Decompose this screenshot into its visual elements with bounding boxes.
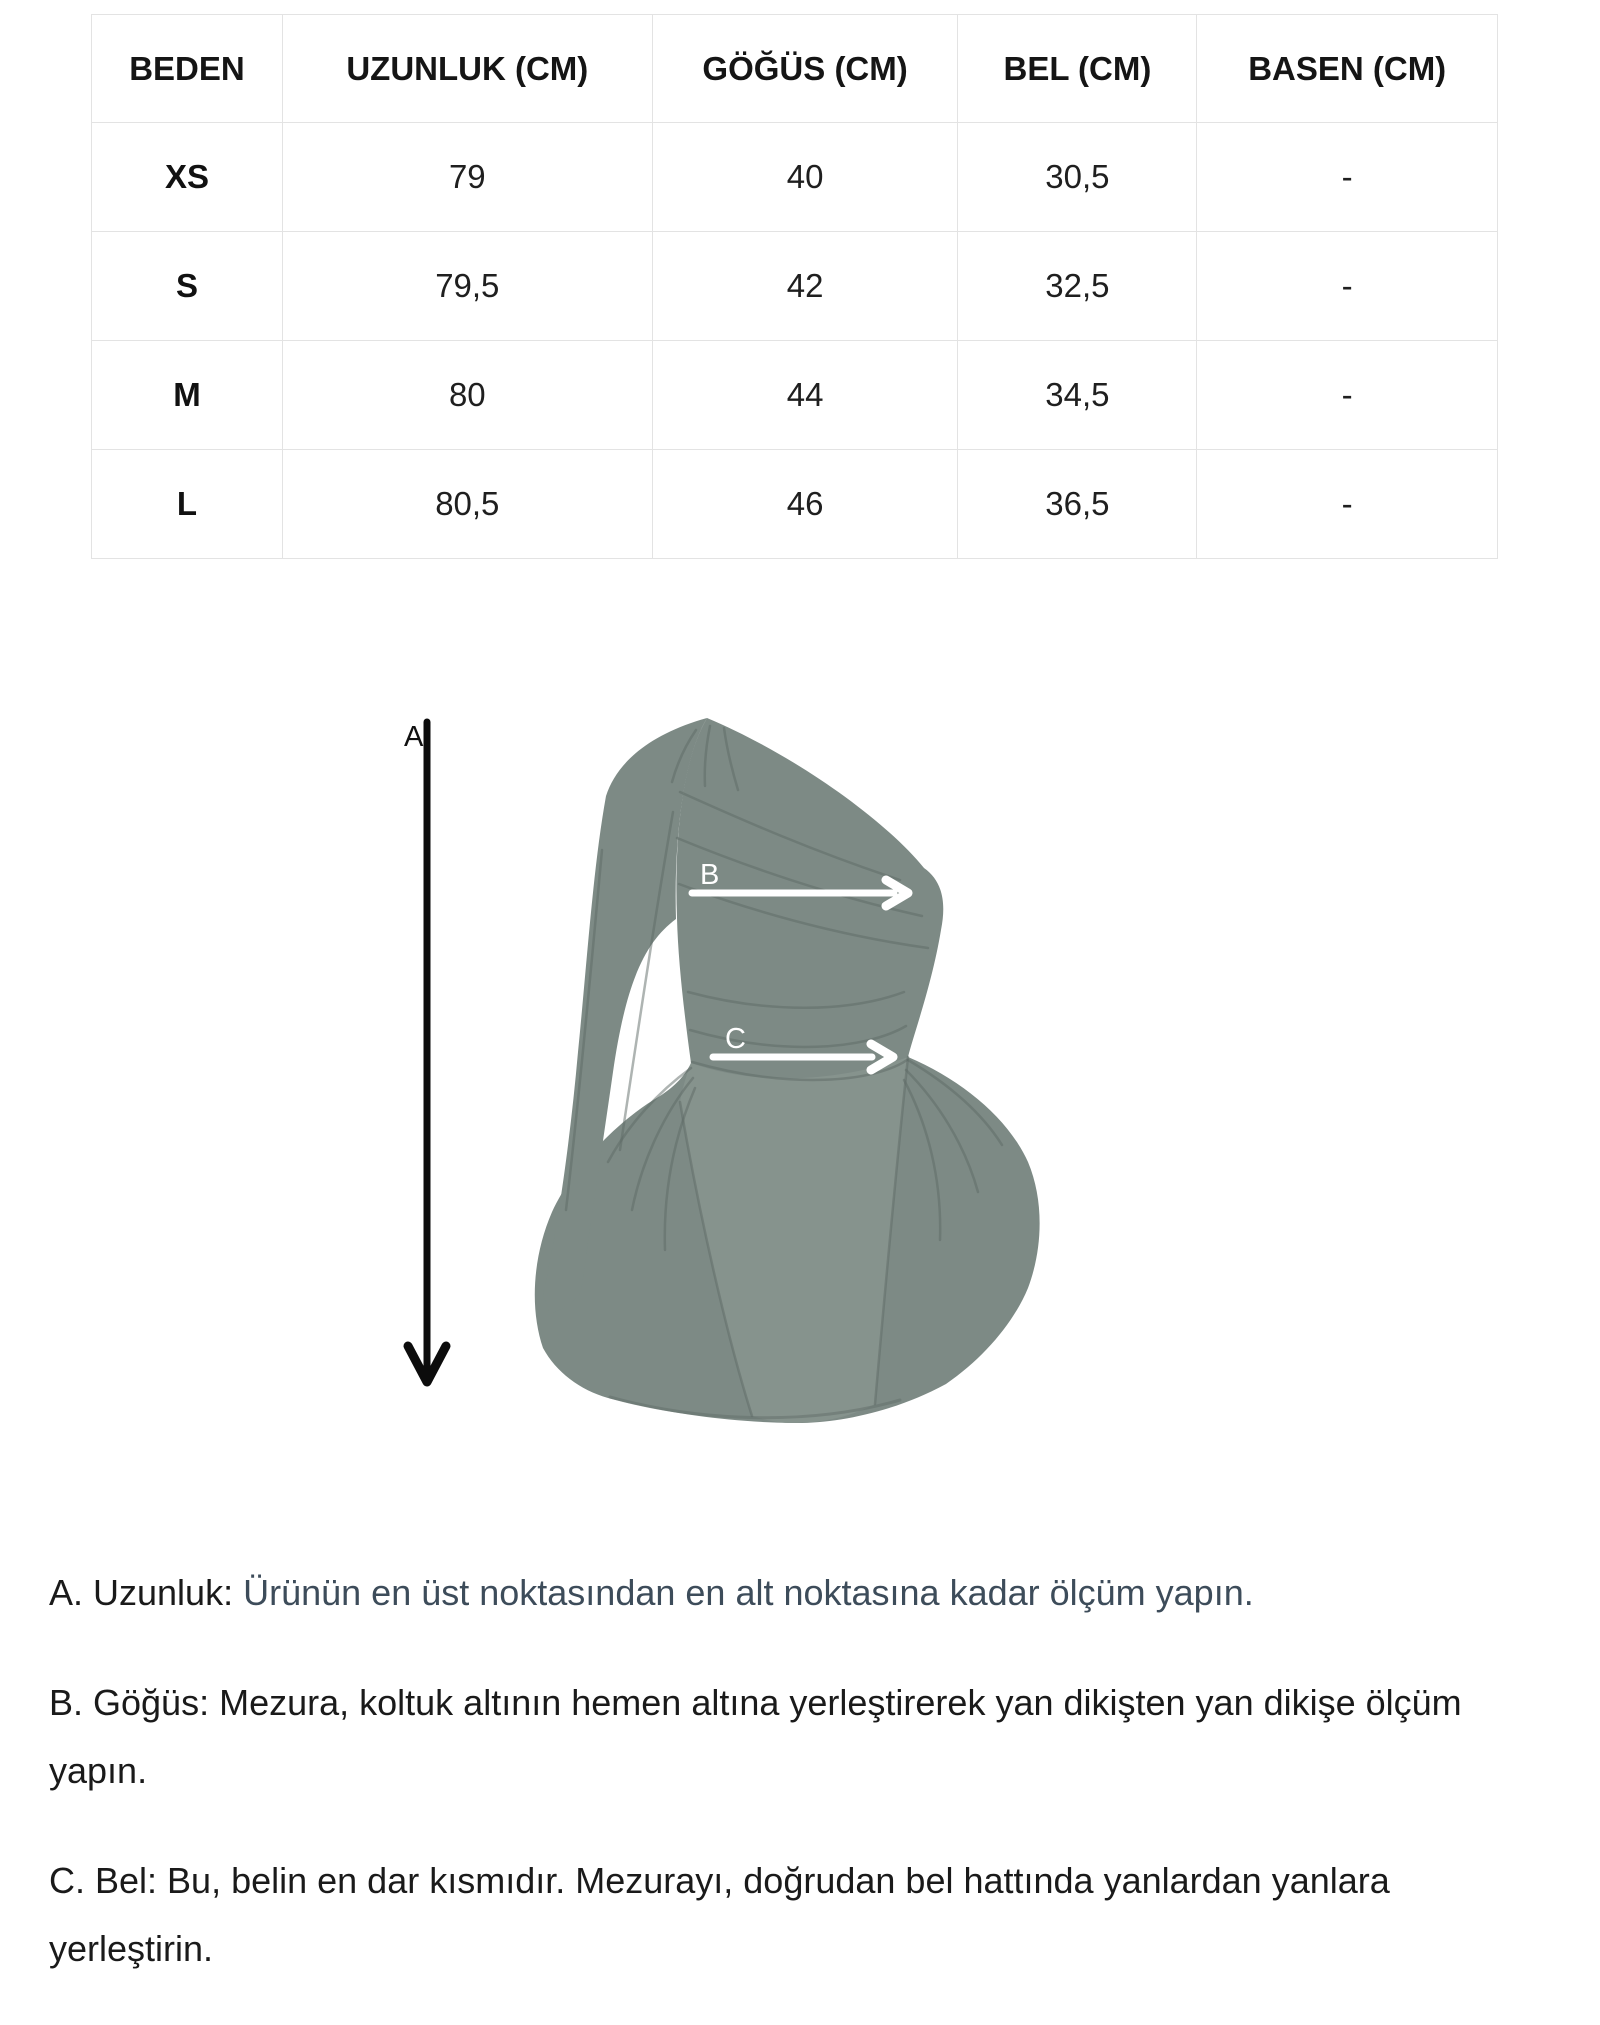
note-chest-line1: B. Göğüs: Mezura, koltuk altının hemen altına yerleştirerek yan dikişten yan dikişe ölçüm	[49, 1682, 1462, 1723]
size-guide-table-section	[91, 14, 1498, 559]
measurement-cell: 80,5	[282, 450, 652, 559]
note-length-prefix: A. Uzunluk:	[49, 1572, 244, 1613]
measurement-cell: -	[1197, 123, 1498, 232]
size-table-body	[92, 123, 1498, 559]
note-waist-line1: C. Bel: Bu, belin en dar kısmıdır. Mezurayı, doğrudan bel hattında yanlardan yanlara	[49, 1860, 1390, 1901]
measurement-cell: 40	[652, 123, 958, 232]
column-header-length: UZUNLUK (CM)	[282, 15, 652, 123]
measurement-cell: 36,5	[958, 450, 1197, 559]
measurement-cell: 79	[282, 123, 652, 232]
size-cell: S	[92, 232, 283, 341]
measurement-cell: -	[1197, 232, 1498, 341]
measurement-cell: 34,5	[958, 341, 1197, 450]
note-waist	[49, 1847, 1564, 1983]
measurement-cell: -	[1197, 341, 1498, 450]
measurement-cell: 32,5	[958, 232, 1197, 341]
measurement-cell: 44	[652, 341, 958, 450]
waist-arrow-label: C	[725, 1023, 746, 1055]
note-length	[49, 1559, 1564, 1627]
table-row	[92, 123, 1498, 232]
length-arrow-label: A	[404, 721, 424, 753]
column-header-waist: BEL (CM)	[958, 15, 1197, 123]
table-row	[92, 232, 1498, 341]
note-waist-line2: yerleştirin.	[49, 1928, 214, 1969]
measurement-cell: 80	[282, 341, 652, 450]
size-cell: XS	[92, 123, 283, 232]
note-length-text: Ürünün en üst noktasından en alt noktasına kadar ölçüm yapın.	[243, 1572, 1254, 1613]
size-cell: M	[92, 341, 283, 450]
measurement-cell: -	[1197, 450, 1498, 559]
size-table-header-row	[92, 15, 1498, 123]
chest-arrow-label: B	[700, 859, 720, 891]
table-row	[92, 450, 1498, 559]
size-table	[91, 14, 1498, 559]
size-cell: L	[92, 450, 283, 559]
measurement-notes	[49, 1559, 1564, 2025]
length-arrow-icon	[408, 722, 446, 1382]
measurement-cell: 42	[652, 232, 958, 341]
measurement-cell: 79,5	[282, 232, 652, 341]
measurement-cell: 46	[652, 450, 958, 559]
table-row	[92, 341, 1498, 450]
column-header-hip: BASEN (CM)	[1197, 15, 1498, 123]
measurement-figure	[380, 700, 1200, 1460]
note-chest	[49, 1669, 1564, 1805]
dress-illustration	[535, 718, 1040, 1423]
measurement-cell: 30,5	[958, 123, 1197, 232]
column-header-chest: GÖĞÜS (CM)	[652, 15, 958, 123]
column-header-size: BEDEN	[92, 15, 283, 123]
note-chest-line2: yapın.	[49, 1750, 148, 1791]
